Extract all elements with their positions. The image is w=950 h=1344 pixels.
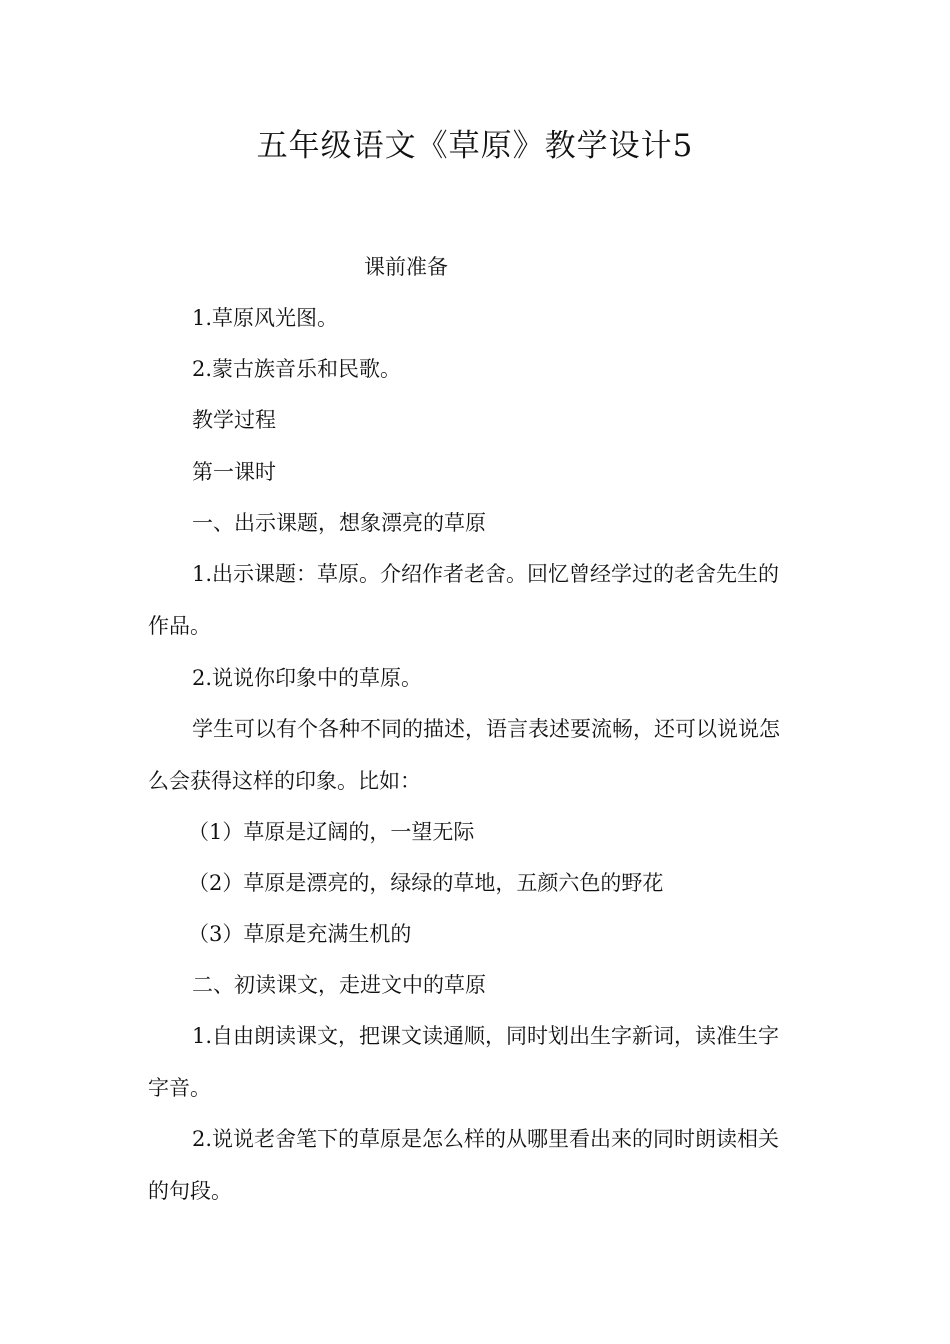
paragraph-section-two: 二、初读课文，走进文中的草原 <box>192 973 486 997</box>
document-title: 五年级语文《草原》教学设计5 <box>256 128 694 164</box>
paragraph-student-description: 学生可以有个各种不同的描述，语言表述要流畅，还可以说说怎么会获得这样的印象。比如： <box>148 717 780 793</box>
paragraph-prep-1: 1.草原风光图。 <box>192 306 339 330</box>
paragraph-lesson-one: 第一课时 <box>192 460 276 484</box>
paragraph-section-one: 一、出示课题，想象漂亮的草原 <box>192 511 486 535</box>
paragraph-step-1-1: 1.出示课题：草原。介绍作者老舍。回忆曾经学过的老舍先生的作品。 <box>148 562 780 638</box>
paragraph-prep-2: 2.蒙古族音乐和民歌。 <box>192 357 402 381</box>
paragraph-process-heading: 教学过程 <box>192 408 276 432</box>
paragraph-example-2: （2）草原是漂亮的，绿绿的草地，五颜六色的野花 <box>188 871 664 895</box>
paragraph-example-1: （1）草原是辽阔的，一望无际 <box>188 820 475 844</box>
paragraph-example-3: （3）草原是充满生机的 <box>188 922 412 946</box>
paragraph-step-2-1: 1.自由朗读课文，把课文读通顺，同时划出生字新词，读准生字字音。 <box>148 1024 780 1100</box>
paragraph-step-2-2: 2.说说老舍笔下的草原是怎么样的从哪里看出来的同时朗读相关的句段。 <box>148 1127 780 1203</box>
paragraph-step-1-2: 2.说说你印象中的草原。 <box>192 666 423 690</box>
prep-heading: 课前准备 <box>364 255 448 279</box>
